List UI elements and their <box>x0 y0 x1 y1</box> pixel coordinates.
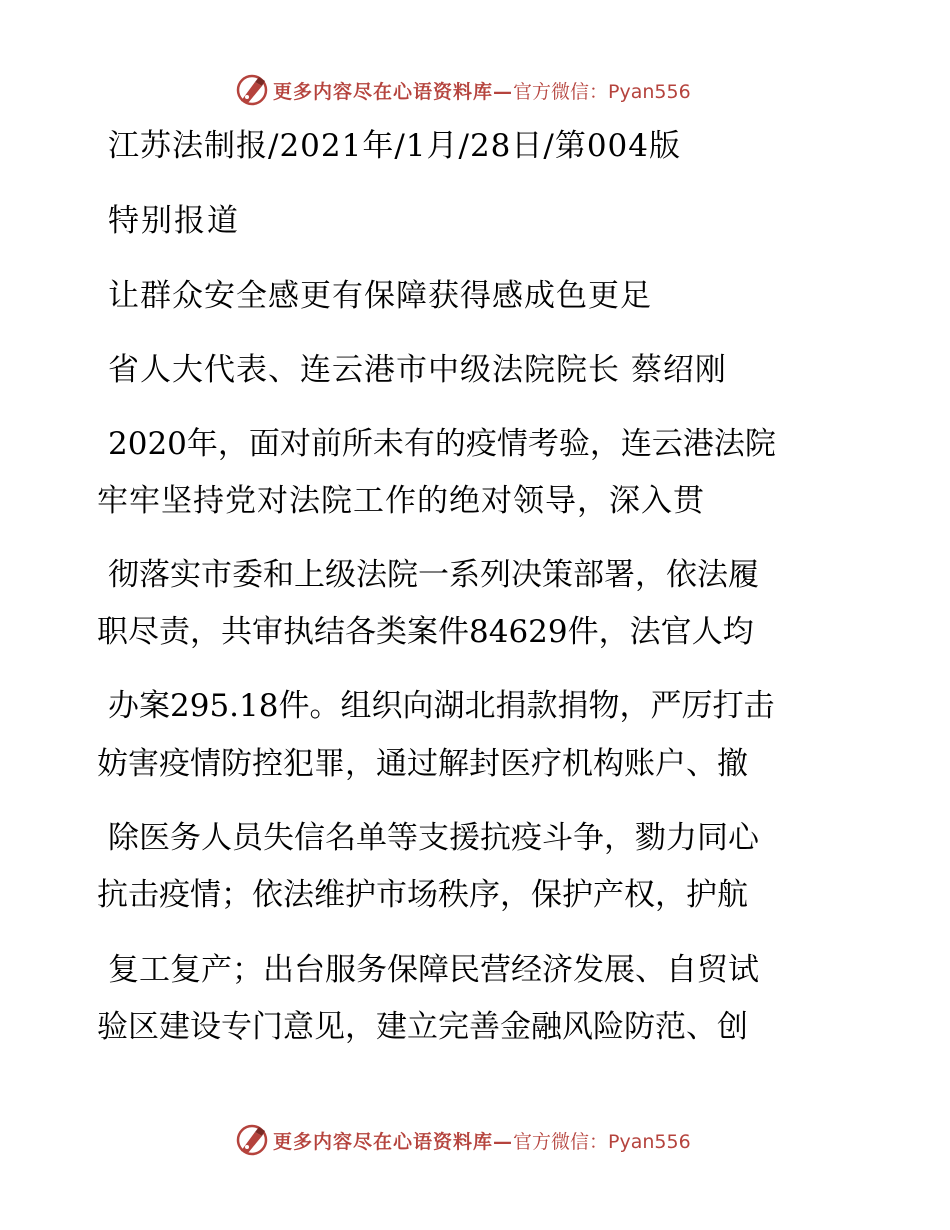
body-line: 妨害疫情防控犯罪，通过解封医疗机构账户、撤 <box>97 746 748 782</box>
body-line: 职尽责，共审执结各类案件84629件，法官人均 <box>97 614 754 650</box>
pen-nib-logo-icon <box>235 1123 269 1157</box>
watermark-contact-text: 官方微信：Pyan556 <box>513 80 691 103</box>
watermark-promo-text: 更多内容尽在心语资料库— <box>273 1130 514 1153</box>
body-line: 复工复产；出台服务保障民营经济发展、自贸试 <box>108 952 759 988</box>
watermark-banner-bottom <box>235 1122 691 1158</box>
body-line: 除医务人员失信名单等支援抗疫斗争，勠力同心 <box>108 820 759 856</box>
byline: 省人大代表、连云港市中级法院院长 蔡绍刚 <box>108 352 727 388</box>
source-line: 江苏法制报/2021年/1月/28日/第004版 <box>108 128 682 164</box>
body-line: 办案295.18件。组织向湖北捐款捐物，严厉打击 <box>108 688 775 724</box>
watermark-banner-top <box>235 72 691 108</box>
body-line: 验区建设专门意见，建立完善金融风险防范、创 <box>97 1009 748 1045</box>
body-line: 2020年，面对前所未有的疫情考验，连云港法院 <box>108 426 776 462</box>
body-line: 抗击疫情；依法维护市场秩序，保护产权，护航 <box>97 877 748 913</box>
body-line: 彻落实市委和上级法院一系列决策部署，依法履 <box>108 557 759 593</box>
watermark-promo-text: 更多内容尽在心语资料库— <box>273 80 514 103</box>
body-line: 牢牢坚持党对法院工作的绝对领导，深入贯 <box>97 483 705 519</box>
section-title: 特别报道 <box>108 203 240 239</box>
headline: 让群众安全感更有保障获得感成色更足 <box>108 278 652 314</box>
pen-nib-logo-icon <box>235 73 269 107</box>
watermark-contact-text: 官方微信：Pyan556 <box>513 1130 691 1153</box>
